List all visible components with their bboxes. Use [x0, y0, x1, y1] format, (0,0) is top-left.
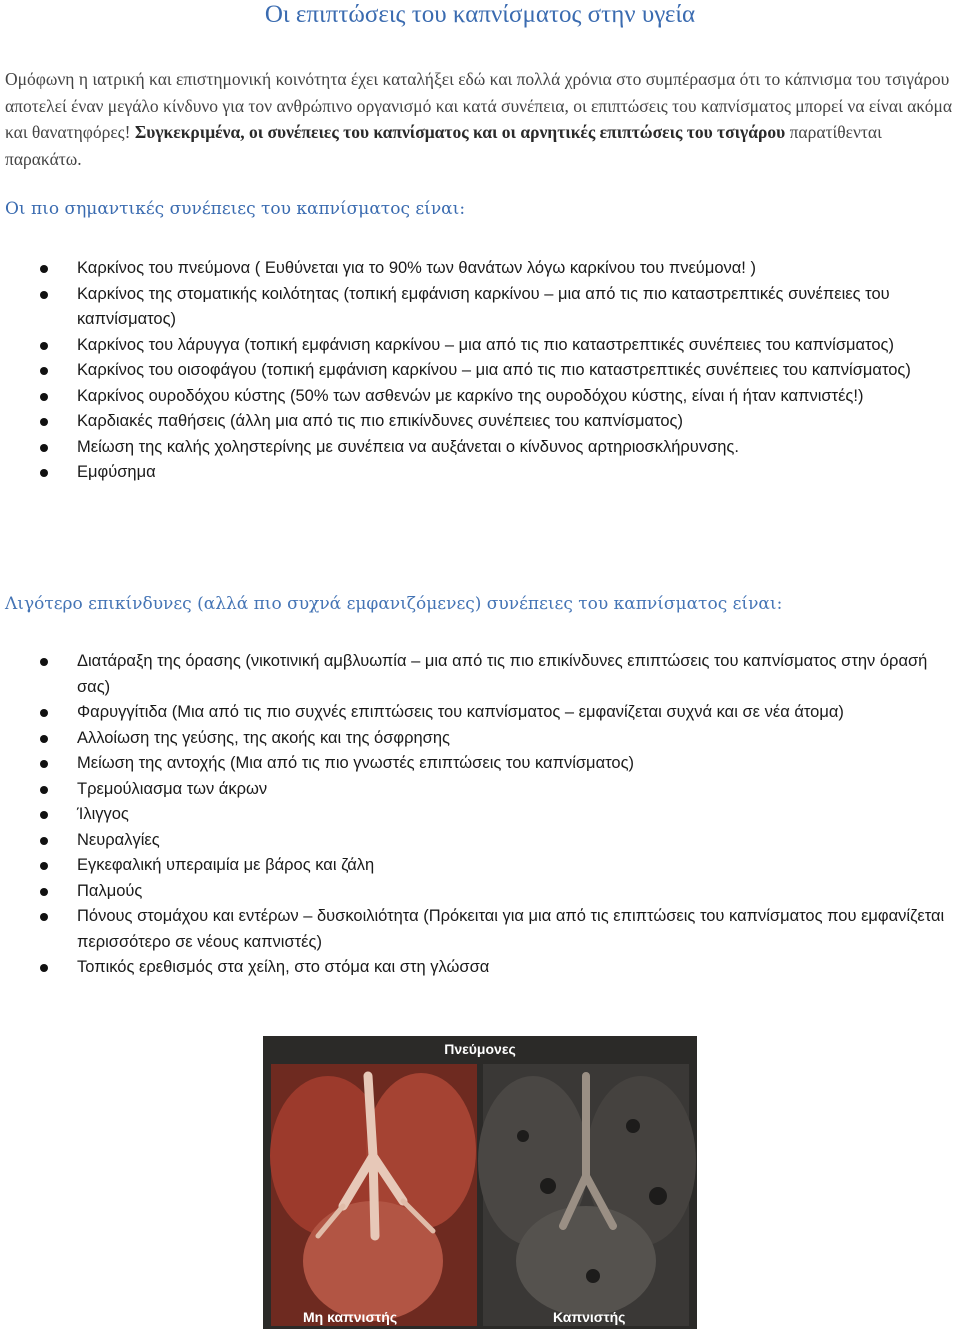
bullet-icon	[40, 811, 48, 819]
list-item-text: Εγκεφαλική υπεραιμία με βάρος και ζάλη	[77, 856, 375, 874]
intro-bold-text: Συγκεκριμένα, οι συνέπειες του καπνίσματος και οι αρνητικές επιπτώσεις του τσιγάρου	[134, 122, 786, 142]
bullet-icon	[40, 888, 48, 896]
list-item-text: Καρκίνος ουροδόχου κύστης (50% των ασθενών με καρκίνο της ουροδόχου κύστης, είναι ή ήταν καπνιστές!)	[77, 386, 864, 405]
list-item	[0, 409, 960, 435]
bullet-icon	[40, 862, 48, 870]
list-item-text: Καρκίνος του πνεύμονα ( Ευθύνεται για το 90% των θανάτων λόγω καρκίνου του πνεύμονα! )	[77, 259, 756, 277]
list-item-text: Διατάραξη της όρασης (νικοτινική αμβλυωπία – μια από τις πιο επικίνδυνες επιπτώσεις του καπνίσματος στην όρασή σας)	[77, 652, 928, 696]
list-item	[0, 853, 960, 879]
list-item	[0, 384, 960, 410]
bullet-icon	[40, 658, 48, 666]
list-item-text: Καρκίνος της στοματικής κοιλότητας (τοπική εμφάνιση καρκίνου – μια από τις πιο καταστρεπτικές συνέπειες του καπνίσματος)	[77, 284, 890, 328]
bullet-icon	[40, 786, 48, 794]
list-item-text: Παλμούς	[77, 881, 143, 900]
bullet-icon	[40, 837, 48, 845]
list-item	[0, 435, 960, 461]
list-item	[0, 879, 960, 905]
bullet-icon	[40, 367, 48, 375]
figure-label-non-smoker: Μη καπνιστής	[303, 1309, 398, 1325]
bullet-icon	[40, 418, 48, 426]
list-item	[0, 802, 960, 828]
list-item	[0, 955, 960, 981]
figure-title: Πνεύμονες	[444, 1041, 516, 1057]
main-effects-list	[0, 256, 960, 486]
list-item-text: Μείωση της αντοχής (Μια από τις πιο γνωστές επιπτώσεις του καπνίσματος)	[77, 754, 635, 772]
list-item-text: Καρκίνος του λάρυγγα (τοπική εμφάνιση καρκίνου – μια από τις πιο καταστρεπτικές συνέπειες του καπνίσματος)	[77, 335, 894, 354]
bullet-icon	[40, 760, 48, 768]
figure-label-smoker: Καπνιστής	[553, 1309, 626, 1325]
list-item	[0, 282, 960, 333]
list-item-text: Εμφύσημα	[77, 463, 156, 481]
list-item	[0, 777, 960, 803]
bullet-icon	[40, 469, 48, 477]
list-item-text: Αλλοίωση της γεύσης, της ακοής και της όσφρησης	[77, 728, 450, 747]
list-item-text: Νευραλγίες	[77, 830, 160, 849]
list-item	[0, 460, 960, 486]
section-heading-main-effects: Οι πιο σημαντικές συνέπειες του καπνίσματος είναι:	[5, 199, 466, 219]
intro-tail-text: παρατίθενται παρακάτω.	[5, 122, 882, 169]
list-item	[0, 256, 960, 282]
list-item	[0, 649, 960, 700]
list-item	[0, 700, 960, 726]
bullet-icon	[40, 444, 48, 452]
list-item-text: Ίλιγγος	[77, 805, 129, 823]
list-item-text: Τοπικός ερεθισμός στα χείλη, στο στόμα και στη γλώσσα	[77, 958, 490, 976]
lungs-illustration	[263, 1036, 697, 1329]
list-item-text: Καρδιακές παθήσεις (άλλη μια από τις πιο επικίνδυνες συνέπειες του καπνίσματος)	[77, 412, 683, 430]
bullet-icon	[40, 342, 48, 350]
list-item	[0, 904, 960, 955]
list-item	[0, 828, 960, 854]
lungs-comparison-image	[263, 1036, 697, 1329]
list-item-text: Τρεμούλιασμα των άκρων	[77, 779, 268, 798]
minor-effects-list	[0, 649, 960, 981]
list-item-text: Πόνους στομάχου και εντέρων – δυσκοιλιότητα (Πρόκειται για μια από τις επιπτώσεις του καπνίσματος που εμφανίζεται περισσότερο σε νέους καπνιστές)	[77, 907, 945, 951]
bullet-icon	[40, 291, 48, 299]
intro-paragraph	[5, 66, 955, 172]
bullet-icon	[40, 964, 48, 972]
bullet-icon	[40, 393, 48, 401]
bullet-icon	[40, 913, 48, 921]
list-item	[0, 333, 960, 359]
section-heading-minor-effects: Λιγότερο επικίνδυνες (αλλά πιο συχνά εμφανιζόμενες) συνέπειες του καπνίσματος είναι:	[5, 594, 783, 614]
page-title: Οι επιπτώσεις του καπνίσματος στην υγεία	[264, 1, 696, 28]
list-item-text: Μείωση της καλής χοληστερίνης με συνέπεια να αυξάνεται ο κίνδυνος αρτηριοσκλήρυνσης.	[77, 437, 739, 456]
list-item	[0, 726, 960, 752]
list-item-text: Φαρυγγίτιδα (Μια από τις πιο συχνές επιπτώσεις του καπνίσματος – εμφανίζεται συχνά και σε νέα άτομα)	[77, 703, 844, 721]
list-item-text: Καρκίνος του οισοφάγου (τοπική εμφάνιση καρκίνου – μια από τις πιο καταστρεπτικές συνέπειες του καπνίσματος)	[77, 361, 911, 379]
list-item	[0, 751, 960, 777]
bullet-icon	[40, 265, 48, 273]
list-item	[0, 358, 960, 384]
bullet-icon	[40, 709, 48, 717]
intro-text: Ομόφωνη η ιατρική και επιστημονική κοινότητα έχει καταλήξει εδώ και πολλά χρόνια στο συμπέρασμα ότι το κάπνισμα του τσιγάρου αποτελεί έναν μεγάλο κίνδυνο για τον ανθρώπινο οργανισμό και κατά συνέπεια, οι επιπτώσεις του καπνίσματος μπορεί να είναι ακόμα και θανατηφόρες!	[5, 69, 952, 142]
bullet-icon	[40, 735, 48, 743]
